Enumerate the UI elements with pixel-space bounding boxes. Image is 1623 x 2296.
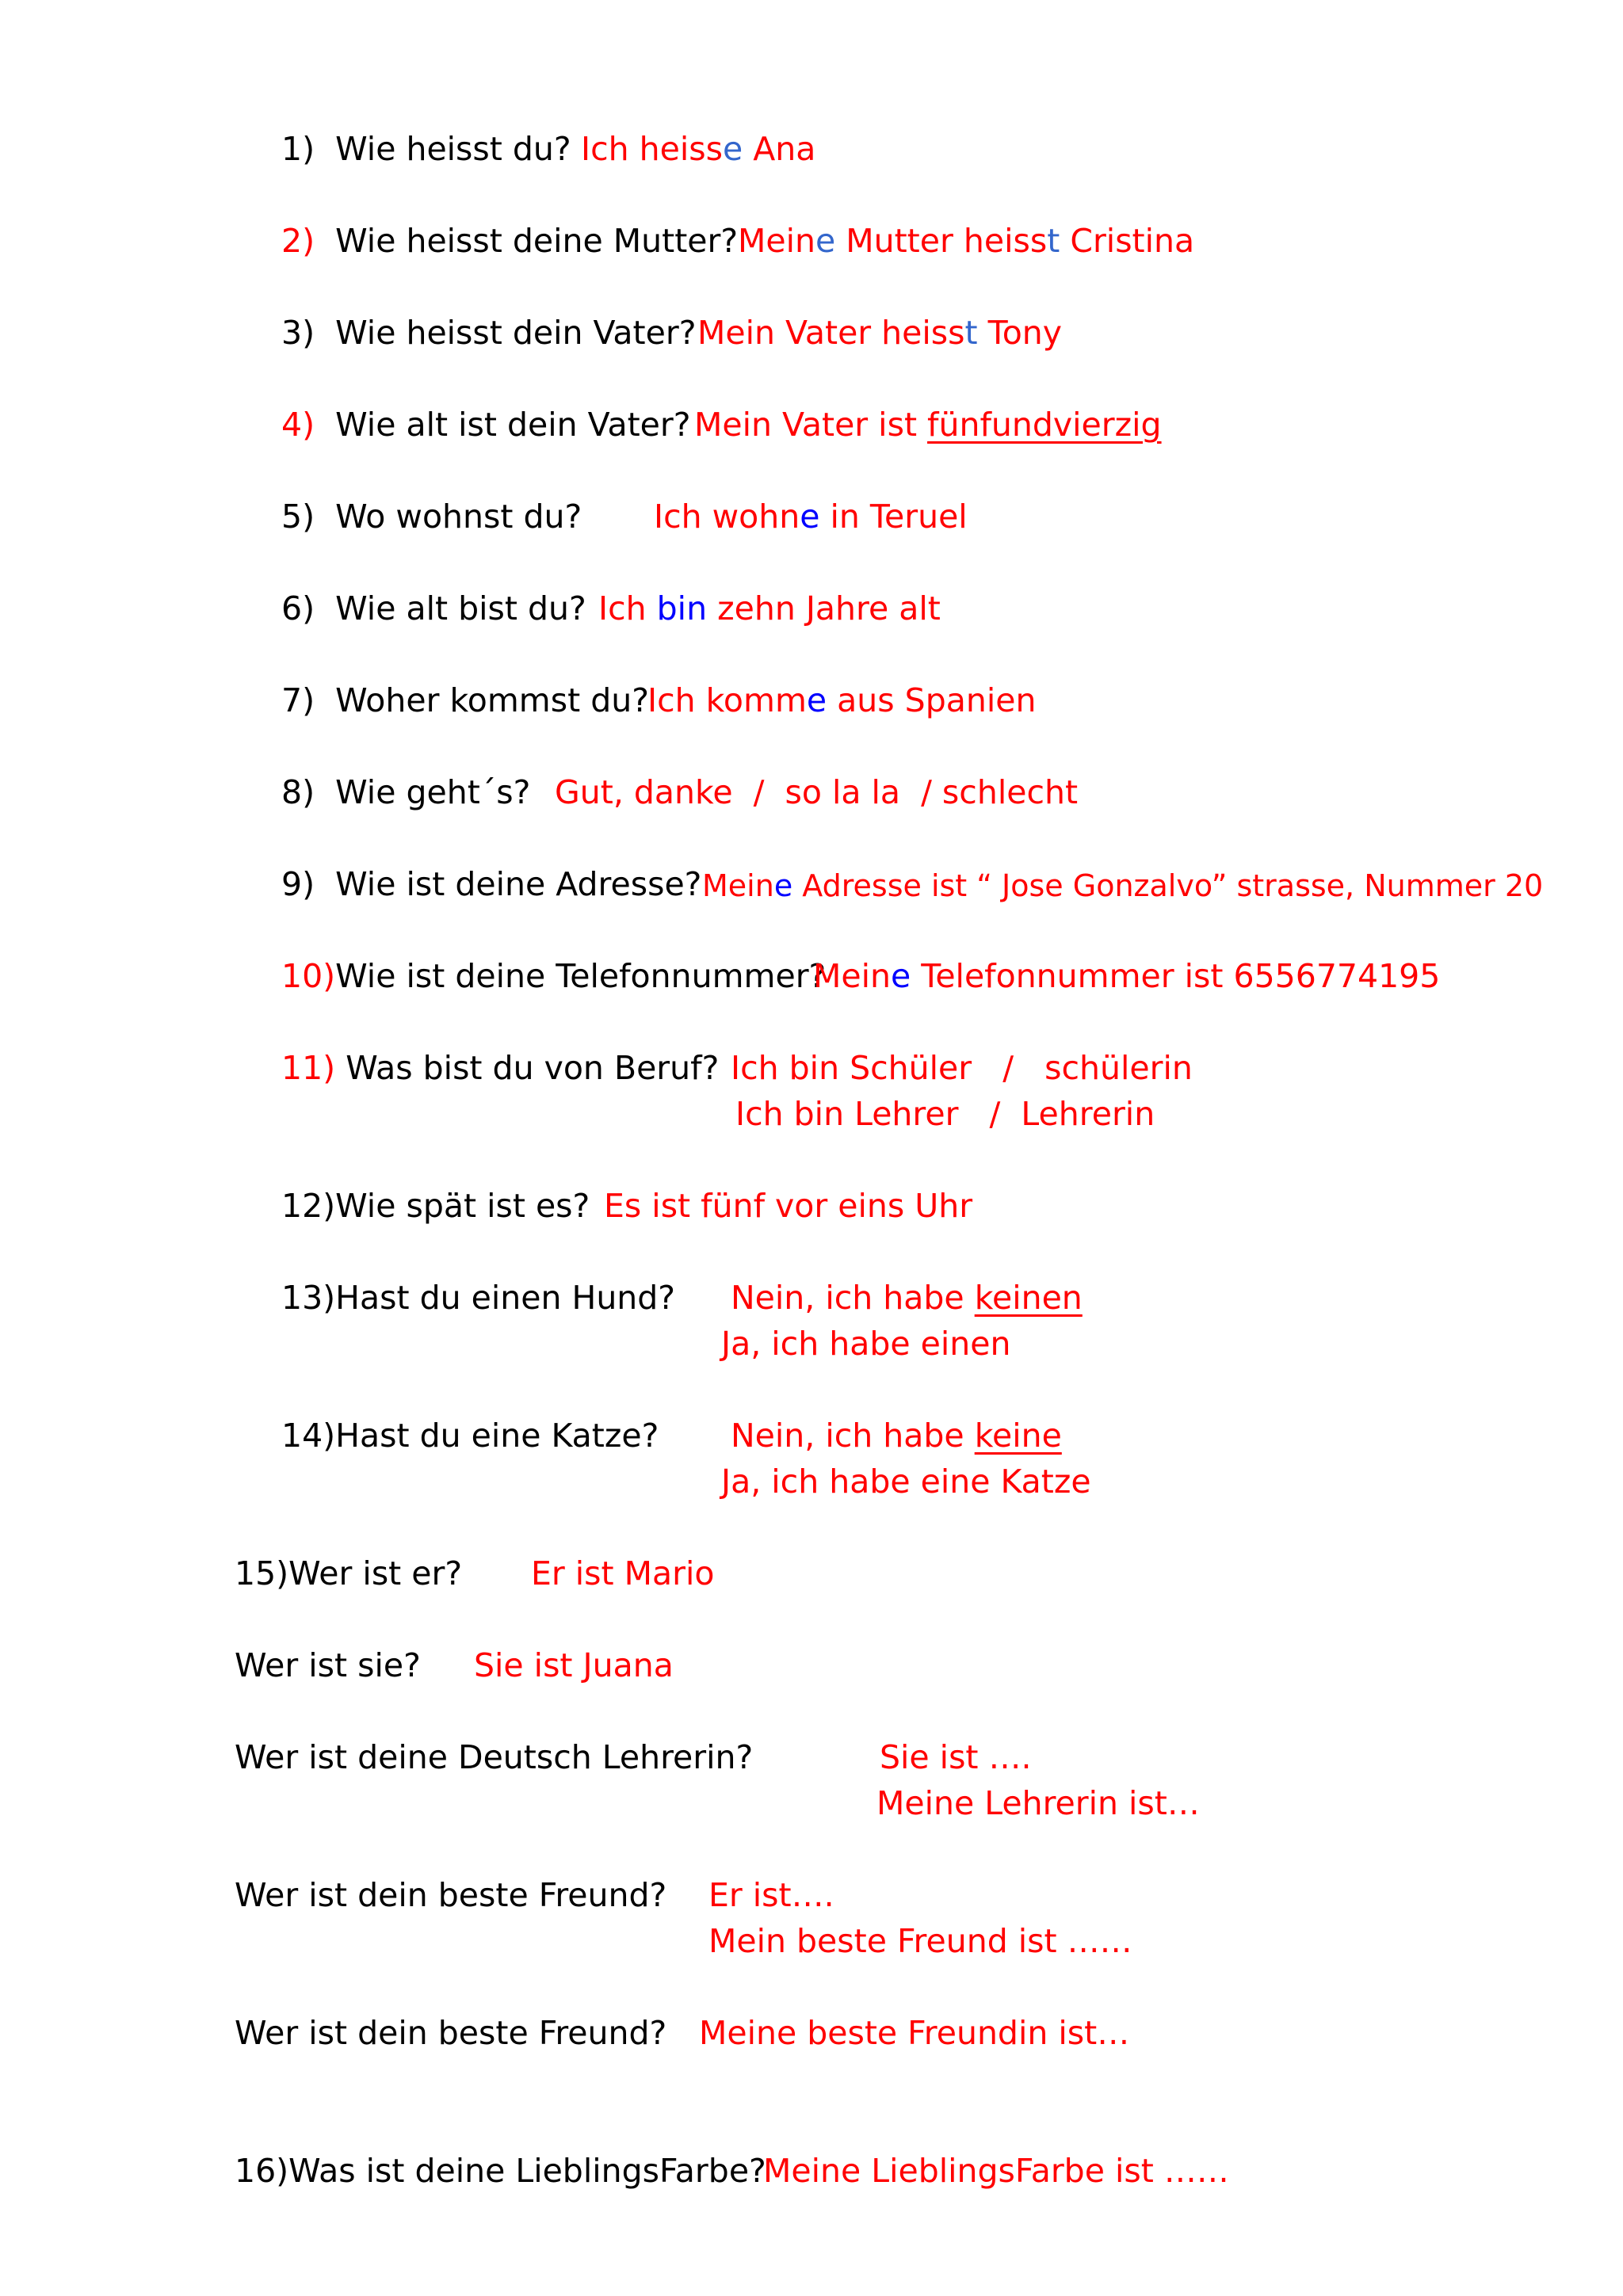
question-text: Wer ist er?: [288, 1554, 463, 1592]
item-number: 12): [281, 1187, 336, 1225]
question-text: Was ist deine LieblingsFarbe?: [288, 2152, 766, 2190]
item-8-question: [281, 773, 531, 811]
item-12-question: [281, 1187, 590, 1225]
item-number: 4): [281, 406, 315, 444]
item-1-question: [281, 130, 571, 168]
question-text: Wie alt ist dein Vater?: [335, 406, 691, 444]
question-text: Was bist du von Beruf?: [346, 1049, 720, 1087]
item-number: 7): [281, 681, 315, 719]
item-14-question: [281, 1417, 659, 1455]
item-number: 15): [235, 1554, 289, 1592]
item-number: 2): [281, 222, 315, 260]
item-number: 5): [281, 498, 315, 536]
item-10-question: [281, 957, 827, 995]
item-13-answer-1: Nein, ich habe keinen: [731, 1279, 1083, 1317]
underlined-word: fünfundvierzig: [927, 406, 1162, 444]
item-2-answer: Meine Mutter heisst Cristina: [738, 222, 1195, 260]
highlight-letter: e: [890, 957, 911, 995]
item-number: 6): [281, 589, 315, 627]
item-16-question: [235, 2152, 766, 2190]
item-13-answer-2: Ja, ich habe einen: [721, 1325, 1011, 1363]
item-14-answer-1: Nein, ich habe keine: [731, 1417, 1062, 1455]
item-10-answer: Meine Telefonnummer ist 6556774195: [813, 957, 1441, 995]
item-5-question: [281, 498, 582, 536]
item-6-answer: Ich bin zehn Jahre alt: [598, 589, 941, 627]
item-3-question: [281, 314, 697, 352]
item-3-answer: Mein Vater heisst Tony: [697, 314, 1063, 352]
item-number: 3): [281, 314, 315, 352]
highlight-letter: e: [722, 130, 743, 168]
item-12-answer: Es ist fünf vor eins Uhr: [604, 1187, 973, 1225]
item-number: 16): [235, 2152, 289, 2190]
underlined-word: keinen: [974, 1279, 1083, 1317]
item-7-answer: Ich komme aus Spanien: [647, 681, 1037, 719]
sub-answer-freundin: Meine beste Freundin ist…: [699, 2014, 1130, 2052]
item-15-question: [235, 1554, 463, 1592]
item-number: 13): [281, 1279, 336, 1317]
item-11-question: [281, 1049, 720, 1087]
sub-question-lehrerin: Wer ist deine Deutsch Lehrerin?: [235, 1738, 754, 1776]
question-text: Hast du einen Hund?: [335, 1279, 676, 1317]
item-16-answer: Meine LieblingsFarbe ist ……: [763, 2152, 1229, 2190]
sub-answer-lehrerin-2: Meine Lehrerin ist…: [876, 1784, 1200, 1822]
item-15-answer: Er ist Mario: [531, 1554, 715, 1592]
sub-answer-freund-1: Er ist….: [708, 1876, 834, 1914]
question-text: Wie geht´s?: [335, 773, 531, 811]
question-text: Wie heisst dein Vater?: [335, 314, 697, 352]
item-number: 8): [281, 773, 315, 811]
question-text: Wo wohnst du?: [335, 498, 582, 536]
sub-question-sie: Wer ist sie?: [235, 1646, 421, 1684]
item-number: 11): [281, 1049, 336, 1087]
sub-answer-lehrerin-1: Sie ist ….: [880, 1738, 1032, 1776]
question-text: Wie heisst du?: [335, 130, 571, 168]
item-11-answer-2: Ich bin Lehrer / Lehrerin: [735, 1095, 1155, 1133]
highlight-letter: e: [800, 498, 820, 536]
highlight-letter: t: [964, 314, 978, 352]
question-text: Hast du eine Katze?: [335, 1417, 659, 1455]
sub-answer-freund-2: Mein beste Freund ist ……: [708, 1922, 1132, 1960]
sub-answer-sie: Sie ist Juana: [474, 1646, 674, 1684]
item-9-question: [281, 865, 702, 903]
sub-question-freundin: Wer ist dein beste Freund?: [235, 2014, 667, 2052]
question-text: Wie spät ist es?: [335, 1187, 590, 1225]
question-text: Wie ist deine Adresse?: [335, 865, 702, 903]
item-1-answer: Ich heisse Ana: [581, 130, 816, 168]
highlight-letter: e: [773, 868, 793, 903]
question-text: Wie ist deine Telefonnummer?: [335, 957, 827, 995]
highlight-word: bin: [656, 589, 708, 627]
item-14-answer-2: Ja, ich habe eine Katze: [721, 1463, 1091, 1501]
highlight-letter: e: [815, 222, 836, 260]
item-number: 1): [281, 130, 315, 168]
highlight-letter: e: [806, 681, 827, 719]
item-7-question: [281, 681, 649, 719]
item-5-answer: Ich wohne in Teruel: [654, 498, 968, 536]
item-11-answer-1: Ich bin Schüler / schülerin: [731, 1049, 1193, 1087]
sub-question-freund: Wer ist dein beste Freund?: [235, 1876, 667, 1914]
item-number: 9): [281, 865, 315, 903]
item-6-question: [281, 589, 586, 627]
highlight-letter: t: [1047, 222, 1060, 260]
item-8-answer: Gut, danke / so la la / schlecht: [555, 773, 1079, 811]
item-2-question: [281, 222, 739, 260]
item-number: 10): [281, 957, 336, 995]
underlined-word: keine: [974, 1417, 1062, 1455]
question-text: Woher kommst du?: [335, 681, 649, 719]
question-text: Wie alt bist du?: [335, 589, 586, 627]
question-text: Wie heisst deine Mutter?: [335, 222, 739, 260]
item-9-answer: Meine Adresse ist “ Jose Gonzalvo” strasse, Nummer 20: [702, 868, 1544, 903]
item-4-question: [281, 406, 691, 444]
item-13-question: [281, 1279, 676, 1317]
item-number: 14): [281, 1417, 336, 1455]
item-4-answer: Mein Vater ist fünfundvierzig: [694, 406, 1162, 444]
